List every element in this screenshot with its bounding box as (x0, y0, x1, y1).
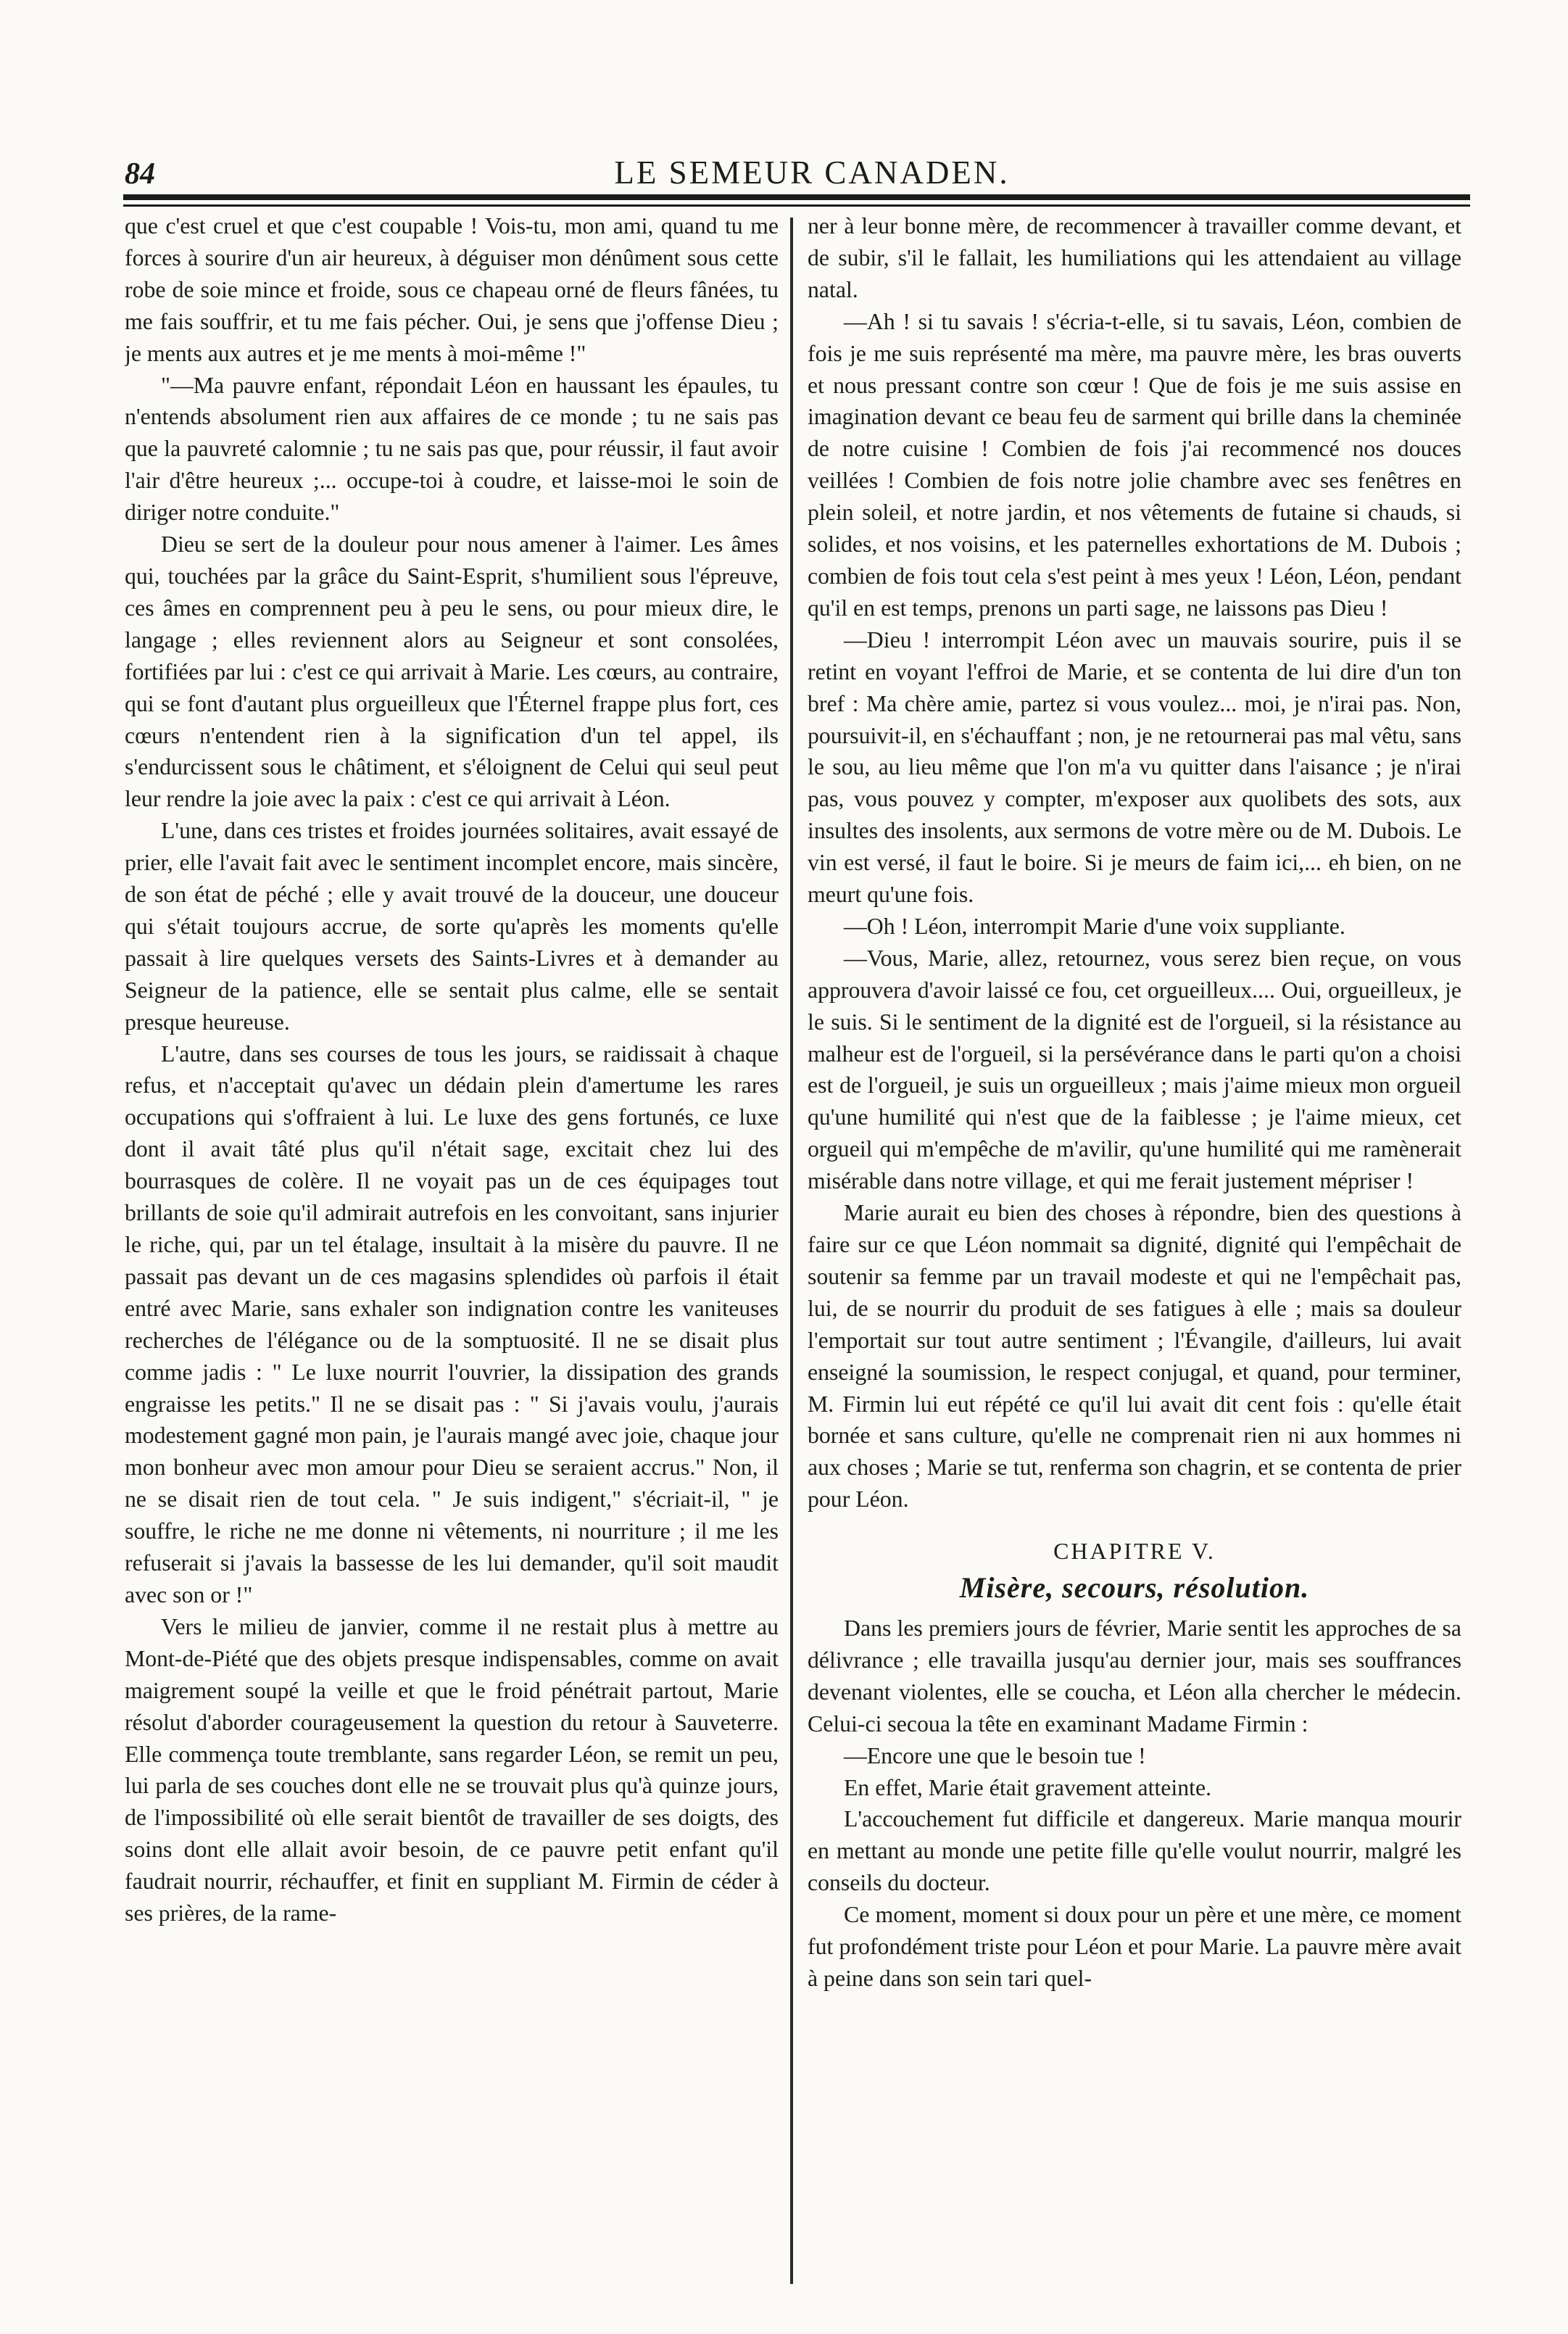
paragraph: —Encore une que le besoin tue ! (844, 1742, 1146, 1768)
paragraph: Dans les premiers jours de février, Marie sentit les approches de sa délivrance ; elle travailla jusqu'au dernier jour, mais ses souffrances devenant violentes, elle se coucha, et Léon alla chercher le médecin. Celui-ci secoua la tête en examinant Madame Firmin : (808, 1615, 1461, 1737)
paragraph: que c'est cruel et que c'est coupable ! Vois-tu, mon ami, quand tu me forces à sourire d'un air heureux, à déguiser mon dénûment sous cette robe de soie mince et froide, sous ce chapeau orné de fleurs fânées, tu me fais souffrir, et tu me fais pécher. Oui, je sens que j'offense Dieu ; je ments aux autres et je me ments à moi-même !" (125, 213, 779, 366)
paragraph: Marie aurait eu bien des choses à répondre, bien des questions à faire sur ce que Léon nommait sa dignité, dignité qui l'empêchait de soutenir sa femme par un travail modeste et qui ne l'empêchait pas, lui, de se nourrir du produit de ses fatigues à elle ; mais sa douleur l'emportait sur tout autre sentiment ; l'Évangile, d'ailleurs, lui avait enseigné la soumission, le respect conjugal, et quand, pour terminer, M. Firmin lui eut répété ce qu'il lui avait dit cent fois : qu'elle était bornée et sans culture, qu'elle ne comprenait rien ni aux hommes ni aux choses ; Marie se tut, renferma son chagrin, et se contenta de prier pour Léon. (808, 1200, 1461, 1512)
paragraph: L'accouchement fut difficile et dangereux. Marie manqua mourir en mettant au monde une petite fille qu'elle voulut nourrir, malgré les conseils du docteur. (808, 1806, 1461, 1896)
paragraph: —Ah ! si tu savais ! s'écria-t-elle, si tu savais, Léon, combien de fois je me suis représenté ma mère, ma pauvre mère, les bras ouverts et nous pressant contre son cœur ! Que de fois je me suis assise en imagination devant ce beau feu de sarment qui brille dans la cheminée de notre cuisine ! Combien de fois j'ai recommencé nos douces veillées ! Combien de fois notre jolie chambre avec ses fenêtres en plein soleil, et notre jardin, et nos vêtements de futaine si chauds, si solides, et nos voisins, et les paternelles exhortations de M. Dubois ; combien de fois tout cela s'est peint à mes yeux ! Léon, Léon, pendant qu'il en est temps, prenons un parti sage, ne laissons pas Dieu ! (808, 308, 1461, 621)
paragraph: ner à leur bonne mère, de recommencer à travailler comme devant, et de subir, s'il le fallait, les humiliations qui les attendaient au village natal. (808, 213, 1461, 302)
header-rule (123, 194, 1470, 200)
paragraph: Vers le milieu de janvier, comme il ne restait plus à mettre au Mont-de-Piété que des objets presque indispensables, comme on avait maigrement soupé la veille et que le froid pénétrait partout, Marie résolut d'aborder courageusement la question du retour à Sauveterre. Elle commença toute tremblante, sans regarder Léon, se remit un peu, lui parla de ses couches dont elle ne se trouvait plus qu'à quinze jours, de l'impossibilité où elle serait bientôt de travailler de ses doigts, des soins dont elle allait avoir besoin, de ce pauvre petit enfant qu'il faudrait nourrir, réchauffer, et finit en suppliant M. Firmin de céder à ses prières, de la rame- (125, 1613, 779, 1927)
running-title: LE SEMEUR CANADEN. (614, 154, 1010, 191)
left-column (125, 210, 779, 2284)
paragraph: —Vous, Marie, allez, retournez, vous serez bien reçue, on vous approuvera d'avoir laissé ce fou, cet orgueilleux.... Oui, orgueilleux, je le suis. Si le sentiment de la dignité est de l'orgueil, si la résistance au malheur est de l'orgueil, si la persévérance dans le parti qu'on a choisi est de l'orgueil, je suis un orgueilleux ; mais j'aime mieux mon orgueil qu'une humilité qui n'est que de la faiblesse ; je l'aime mieux, cet orgueil qui m'empêche de m'avilir, qu'une humilité qui me ramènerait misérable dans notre village, et qui me ferait justement mépriser ! (808, 945, 1461, 1194)
page-number: 84 (125, 157, 155, 191)
paragraph: Ce moment, moment si doux pour un père et une mère, ce moment fut profondément triste pour Léon et pour Marie. La pauvre mère avait à peine dans son sein tari quel- (808, 1902, 1461, 1991)
paragraph: L'autre, dans ses courses de tous les jours, se raidissait à chaque refus, et n'acceptait qu'avec un dédain plein d'amertume les rares occupations qui s'offraient à lui. Le luxe des gens fortunés, ce luxe dont il avait tâté plus qu'il n'était sage, excitait chez lui des bourrasques de colère. Il ne voyait pas un de ces équipages tout brillants de soie qu'il admirait autrefois en les convoitant, sans injurier le riche, qui, par un tel étalage, insultait à la misère du pauvre. Il ne passait pas devant un de ces magasins splendides où parfois il était entré avec Marie, sans exhaler son indignation contre les vaniteuses recherches de l'élégance ou de la somptuosité. Il ne se disait plus comme jadis : " Le luxe nourrit l'ouvrier, la dissipation des grands engraisse les petits." Il ne se disait pas : " Si j'avais voulu, j'aurais modestement gagné mon pain, je l'aurais mangé avec joie, chaque jour mon bonheur avec mon amour pour Dieu se seraient accrus." Non, il ne se disait rien de tout cela. " Je suis indigent," s'écriait-il, " je souffre, le riche ne me donne ni vêtements, ni nourriture ; il me les refuserait si j'avais la bassesse de les lui demander, qu'il soit maudit avec son or !" (125, 1040, 779, 1607)
right-column (808, 210, 1461, 2284)
paragraph: En effet, Marie était gravement atteinte. (844, 1774, 1212, 1800)
paragraph: —Dieu ! interrompit Léon avec un mauvais sourire, puis il se retint en voyant l'effroi de Marie, et se contenta de lui dire d'un ton bref : Ma chère amie, partez si vous voulez... moi, je n'irai pas. Non, poursuivit-il, en s'échauffant ; non, je ne retournerai pas mal vêtu, sans le sou, au lieu même que l'on m'a vu quitter dans l'aisance ; je n'irai pas, vous pouvez y compter, m'exposer aux quolibets des sots, aux insultes des insolents, aux sermons de votre mère ou de M. Dubois. Le vin est versé, il faut le boire. Si je meurs de faim ici,... eh bien, on ne meurt qu'une fois. (808, 626, 1461, 908)
paragraph: Dieu se sert de la douleur pour nous amener à l'aimer. Les âmes qui, touchées par la grâce du Saint-Esprit, s'humilient sous l'épreuve, ces âmes en comprennent peu à peu le sens, ou pour mieux dire, le langage ; elles reviennent alors au Seigneur et sont consolées, fortifiées par lui : c'est ce qui arrivait à Marie. Les cœurs, au contraire, qui se font d'autant plus orgueilleux que l'Éternel frappe plus fort, ces cœurs n'entendent rien à la signification d'un tel appel, ils s'endurcissent sous le châtiment, et s'éloignent de Celui qui seul peut leur rendre la joie avec la paix : c'est ce qui arrivait à Léon. (125, 531, 779, 812)
chapter-label: CHAPITRE V. (1053, 1538, 1216, 1565)
paragraph: L'une, dans ces tristes et froides journées solitaires, avait essayé de prier, elle l'avait fait avec le sentiment incomplet encore, mais sincère, de son état de péché ; elle y avait trouvé de la douceur, une douceur qui s'était toujours accrue, de sorte qu'après les moments qu'elle passait à lire quelques versets des Saints-Livres et à demander au Seigneur de la patience, elle se sentait plus calme, elle se sentait presque heureuse. (125, 818, 779, 1035)
column-divider (790, 218, 793, 2284)
paragraph: "—Ma pauvre enfant, répondait Léon en haussant les épaules, tu n'entends absolument rien aux affaires de ce monde ; tu ne sais pas que la pauvreté calomnie ; tu ne sais pas que, pour réussir, il faut avoir l'air d'être heureux ;... occupe-toi à coudre, et laisse-moi le soin de diriger notre conduite." (125, 372, 779, 526)
header-rule-thin (123, 204, 1470, 207)
chapter-title: Misère, secours, résolution. (959, 1571, 1310, 1605)
paragraph: —Oh ! Léon, interrompit Marie d'une voix suppliante. (844, 913, 1345, 939)
